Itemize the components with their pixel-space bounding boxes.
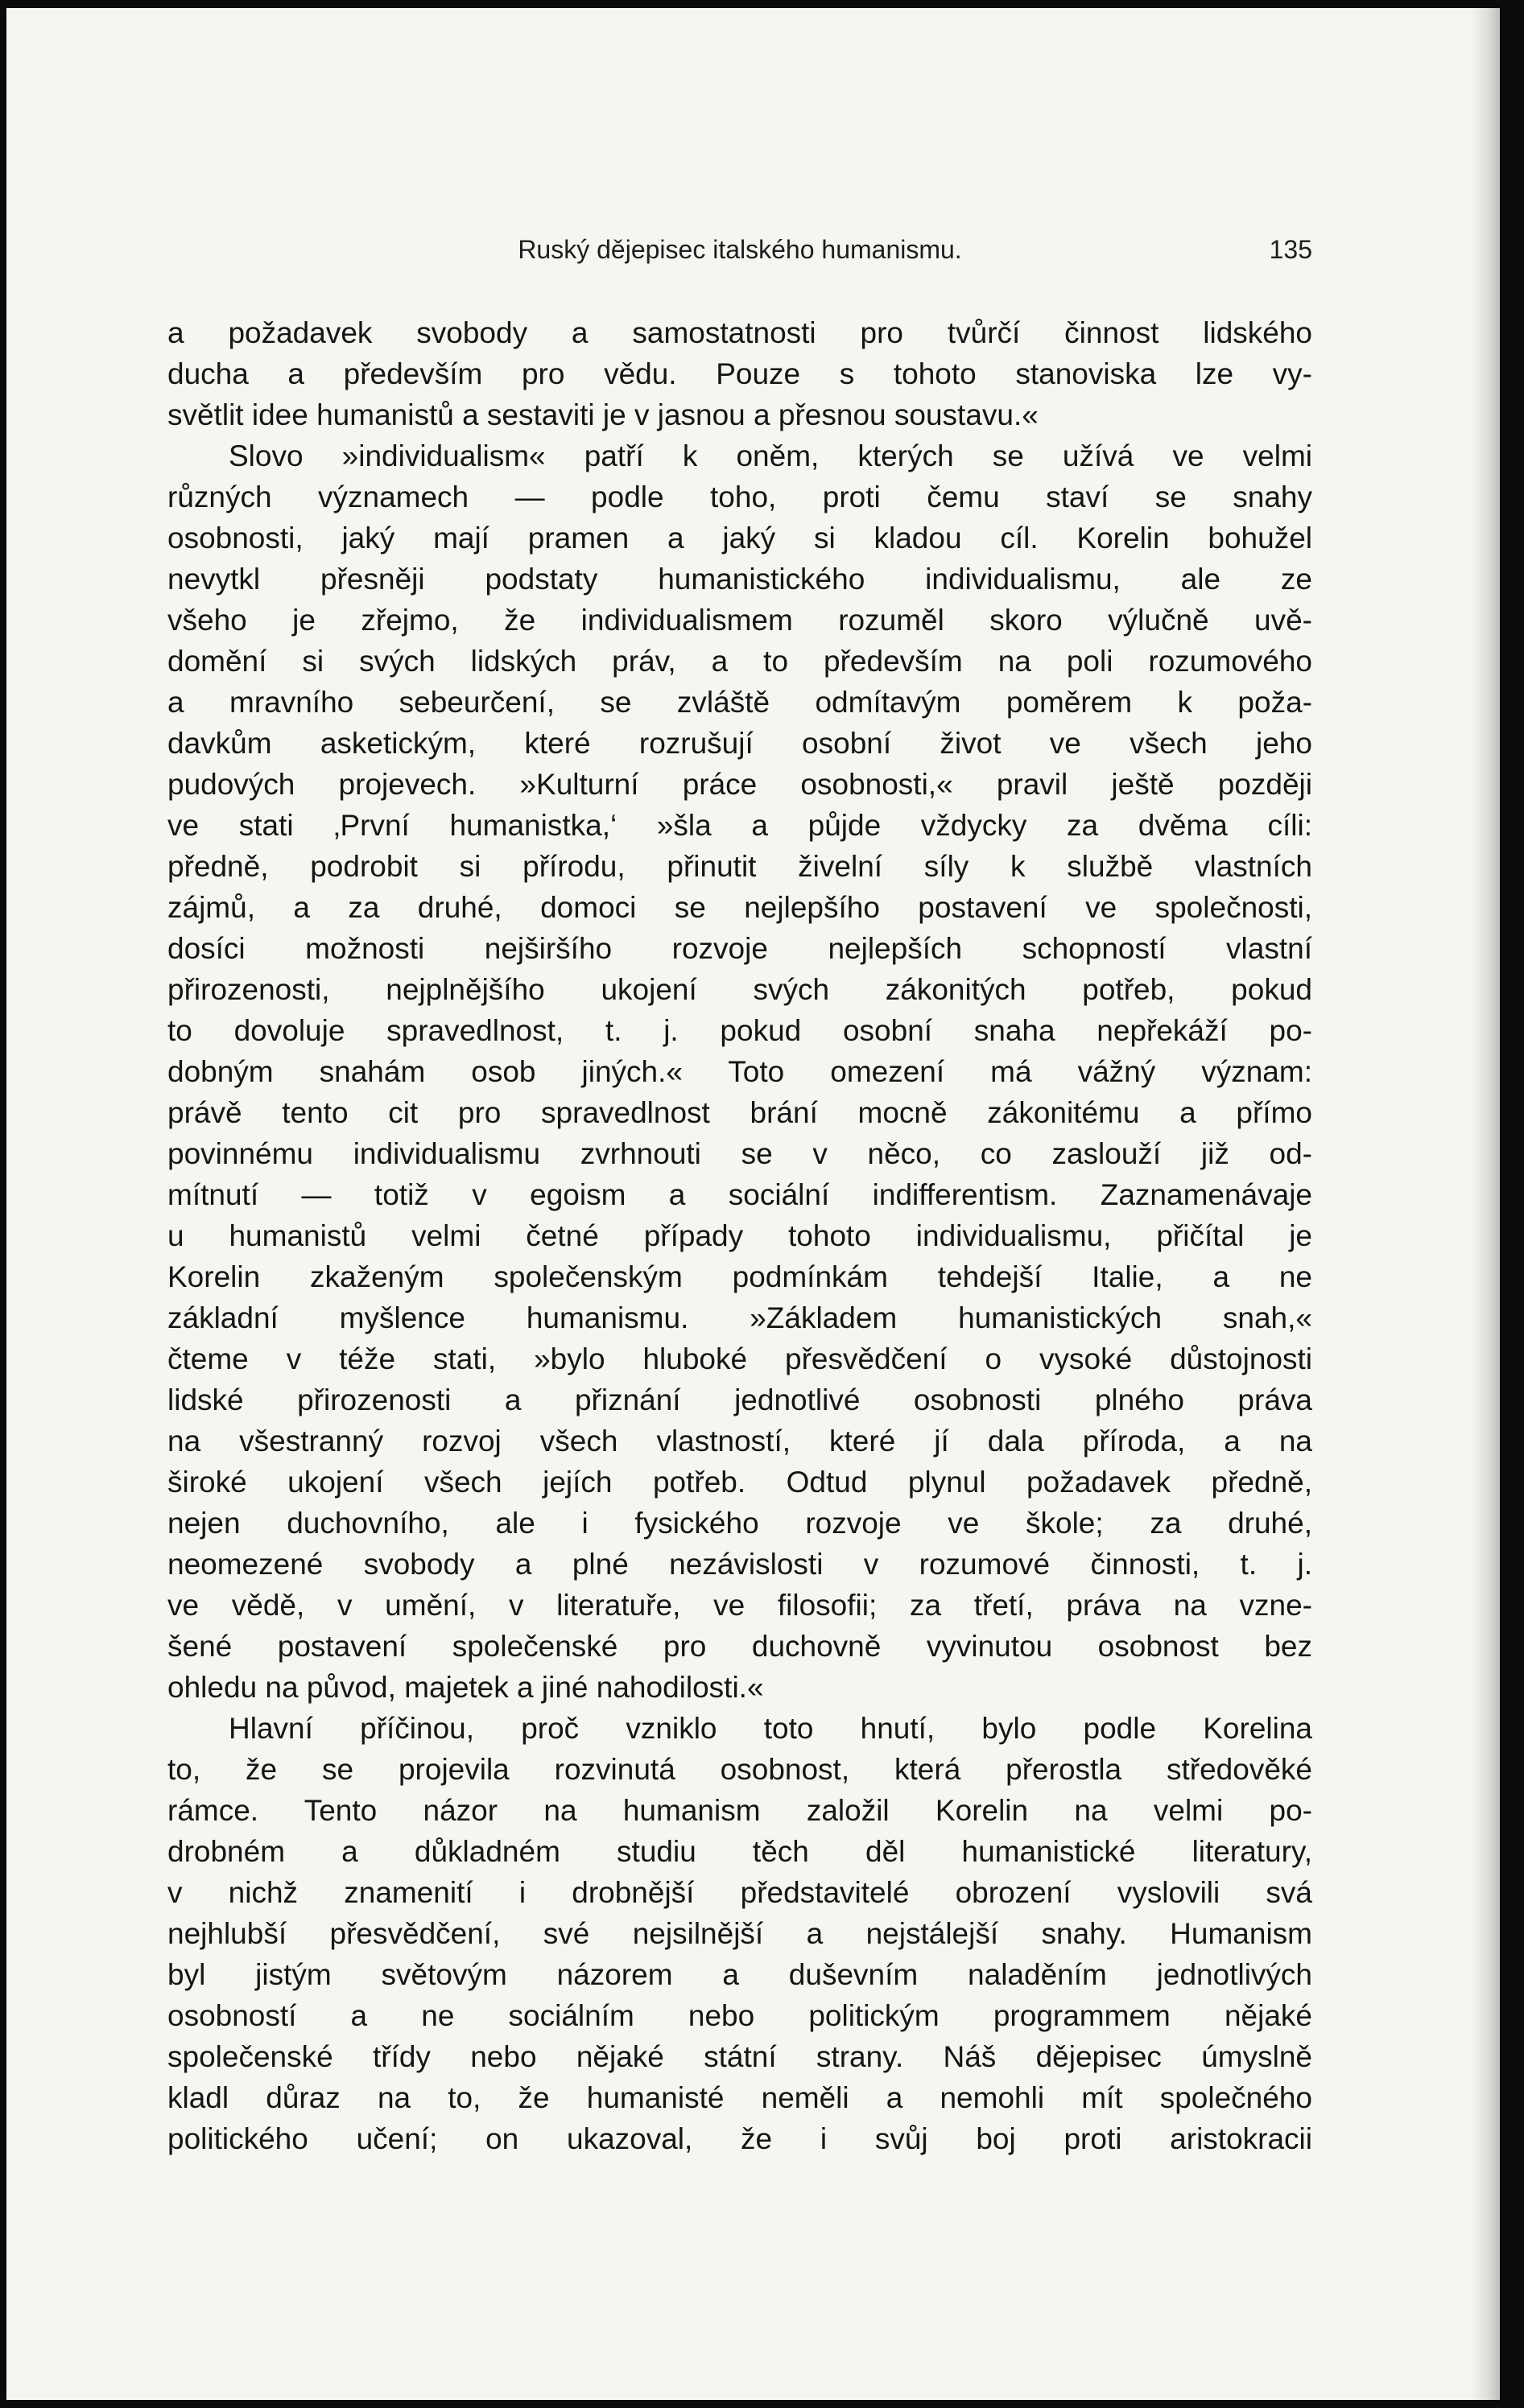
page-edge-shadow [1471, 8, 1500, 2400]
text-line: lidské přirozenosti a přiznání jednotlivé osobnosti plného práva [167, 1383, 1312, 1416]
text-line: mítnutí — totiž v egoism a sociální indifferentism. Zaznamenávaje [167, 1178, 1312, 1211]
text-line: ducha a především pro vědu. Pouze s tohoto stanoviska lze vy- [167, 357, 1312, 390]
text-line: a mravního sebeurčení, se zvláště odmítavým poměrem k poža- [167, 686, 1312, 719]
text-line: neomezené svobody a plné nezávislosti v rozumové činnosti, t. j. [167, 1548, 1312, 1581]
text-line: právě tento cit pro spravedlnost brání mocně zákonitému a přímo [167, 1096, 1312, 1129]
running-title: Ruský dějepisec italského humanismu. [518, 235, 962, 264]
text-line: to, že se projevila rozvinutá osobnost, která přerostla středověké [167, 1753, 1312, 1786]
text-line: dobným snahám osob jiných.« Toto omezení má vážný význam: [167, 1055, 1312, 1088]
text-line: společenské třídy nebo nějaké státní strany. Náš dějepisec úmyslně [167, 2040, 1312, 2073]
running-head [167, 235, 1312, 267]
text-line: nejen duchovního, ale i fysického rozvoje ve škole; za druhé, [167, 1507, 1312, 1540]
text-line: rámce. Tento názor na humanism založil Korelin na velmi po- [167, 1794, 1312, 1827]
text-line: nejhlubší přesvědčení, své nejsilnější a nejstálejší snahy. Humanism [167, 1917, 1312, 1950]
text-line: drobném a důkladném studiu těch děl humanistické literatury, [167, 1835, 1312, 1868]
text-line: byl jistým světovým názorem a duševním naladěním jednotlivých [167, 1958, 1312, 1991]
text-line: pudových projevech. »Kulturní práce osobnosti,« pravil ještě později [167, 768, 1312, 801]
text-line: u humanistů velmi četné případy tohoto individualismu, přičítal je [167, 1219, 1312, 1252]
text-line: široké ukojení všech jejích potřeb. Odtud plynul požadavek předně, [167, 1466, 1312, 1499]
text-line: domění si svých lidských práv, a to především na poli rozumového [167, 645, 1312, 678]
text-line: povinnému individualismu zvrhnouti se v něco, co zaslouží již od- [167, 1137, 1312, 1170]
text-line: Slovo »individualism« patří k oněm, kterých se užívá ve velmi [229, 439, 1312, 472]
text-line: předně, podrobit si přírodu, přinutit živelní síly k službě vlastních [167, 850, 1312, 883]
text-line: politického učení; on ukazoval, že i svůj boj proti aristokracii [167, 2122, 1312, 2155]
page-number: 135 [1269, 235, 1312, 264]
text-line: na všestranný rozvoj všech vlastností, které jí dala příroda, a na [167, 1425, 1312, 1458]
text-line: osobnosti, jaký mají pramen a jaký si kladou cíl. Korelin bohužel [167, 522, 1312, 555]
book-page [6, 8, 1500, 2400]
text-line: ohledu na původ, majetek a jiné nahodilosti.« [167, 1671, 764, 1704]
text-line: čteme v téže stati, »bylo hluboké přesvědčení o vysoké důstojnosti [167, 1342, 1312, 1375]
text-line: všeho je zřejmo, že individualismem rozuměl skoro výlučně uvě- [167, 604, 1312, 637]
text-line: šené postavení společenské pro duchovně vyvinutou osobnost bez [167, 1630, 1312, 1663]
body-text [167, 312, 1312, 2159]
text-line: davkům asketickým, které rozrušují osobní život ve všech jeho [167, 727, 1312, 760]
text-line: dosíci možnosti nejširšího rozvoje nejlepších schopností vlastní [167, 932, 1312, 965]
text-line: světlit idee humanistů a sestaviti je v jasnou a přesnou soustavu.« [167, 398, 1039, 431]
text-line: přirozenosti, nejplnějšího ukojení svých zákonitých potřeb, pokud [167, 973, 1312, 1006]
text-line: různých významech — podle toho, proti čemu staví se snahy [167, 480, 1312, 513]
text-line: Hlavní příčinou, proč vzniklo toto hnutí, bylo podle Korelina [229, 1712, 1312, 1745]
text-line: ve vědě, v umění, v literatuře, ve filosofii; za třetí, práva na vzne- [167, 1589, 1312, 1622]
text-line: a požadavek svobody a samostatnosti pro tvůrčí činnost lidského [167, 316, 1312, 349]
text-line: zájmů, a za druhé, domoci se nejlepšího postavení ve společnosti, [167, 891, 1312, 924]
text-line: Korelin zkaženým společenským podmínkám tehdejší Italie, a ne [167, 1260, 1312, 1293]
text-line: základní myšlence humanismu. »Základem humanistických snah,« [167, 1301, 1312, 1334]
text-line: to dovoluje spravedlnost, t. j. pokud osobní snaha nepřekáží po- [167, 1014, 1312, 1047]
text-line: v nichž znamenití i drobnější představitelé obrození vyslovili svá [167, 1876, 1312, 1909]
text-line: osobností a ne sociálním nebo politickým programmem nějaké [167, 1999, 1312, 2032]
text-line: kladl důraz na to, že humanisté neměli a nemohli mít společného [167, 2081, 1312, 2114]
text-line: ve stati ‚První humanistka,‘ »šla a půjde vždycky za dvěma cíli: [167, 809, 1312, 842]
text-line: nevytkl přesněji podstaty humanistického individualismu, ale ze [167, 563, 1312, 596]
